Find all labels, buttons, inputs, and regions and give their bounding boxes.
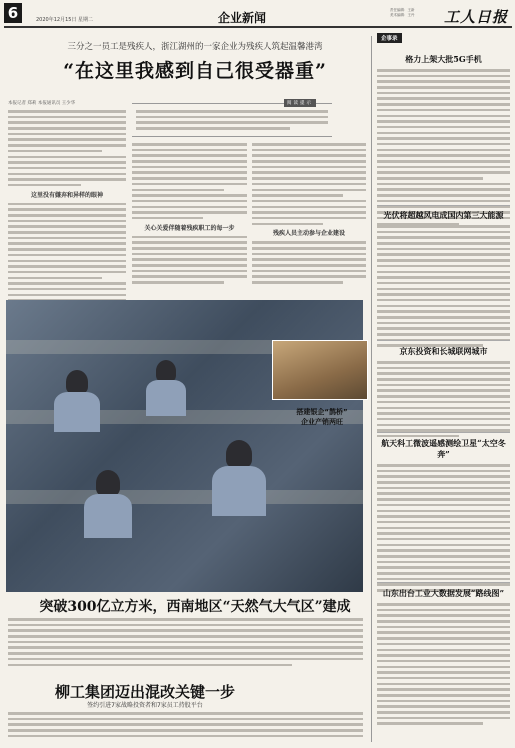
main-story-byline: 本报记者 郑莉 本报通讯员 王少华 xyxy=(8,101,76,106)
story3-headline: 柳工集团迈出混改关键一步 xyxy=(54,683,235,701)
main-story-headline: “在这里我感到自己很受器重” xyxy=(63,60,327,82)
story3-subhead: 签约引进7家战略投资者和7家员工持股平台 xyxy=(87,702,203,709)
story3-body xyxy=(8,712,363,740)
brief-divider xyxy=(377,582,510,583)
main-story-subhead-2: 关心关爱伴随着残疾职工的每一步 xyxy=(144,224,235,232)
brief-headline: 山东出台工业大数据发展“路线图” xyxy=(382,588,505,598)
reading-tips-box xyxy=(132,103,332,137)
main-story-subhead-1: 这里没有嫌弃和异样的眼神 xyxy=(30,191,103,199)
story2-headline: 突破300亿立方米，西南地区“天然气大气区”建成 xyxy=(39,599,351,615)
main-story-col2 xyxy=(132,143,247,287)
story2-body xyxy=(8,618,363,669)
brief-headline: 京东投资和长城联网城市 xyxy=(399,346,488,356)
main-story-kicker: 三分之一员工是残疾人，浙江湖州的一家企业为残疾人筑起温馨港湾 xyxy=(67,42,323,52)
brief-item xyxy=(377,436,510,595)
main-story-subhead-3: 残疾人员主动参与企业建设 xyxy=(272,230,345,238)
issue-date: 2020年12月15日 星期二 xyxy=(36,17,94,23)
page-number: 6 xyxy=(4,3,22,23)
brief-item xyxy=(377,586,510,728)
brief-item xyxy=(377,208,510,350)
brief-item xyxy=(377,344,510,441)
inset-story-photo xyxy=(272,340,368,400)
brief-headline: 航天科工微波遥感测绘卫星“太空冬奔” xyxy=(381,438,506,459)
main-story-col3 xyxy=(252,143,366,287)
brief-headline: 光伏将超越风电成国内第三大能源 xyxy=(383,210,504,220)
editor-credit: 责任编辑：王新 美术编辑：王丹 xyxy=(390,8,415,17)
reading-tips-tag: 阅读提示 xyxy=(284,99,316,107)
inset-story-headline: 搭建银企“鹊桥” 企业产销两旺 xyxy=(296,408,348,426)
masthead-logo: 工人日报 xyxy=(444,8,509,26)
section-title: 企业新闻 xyxy=(218,11,267,25)
page-header xyxy=(0,0,515,28)
right-column-tag: 企事录 xyxy=(377,33,402,43)
brief-divider xyxy=(377,432,510,433)
header-rule xyxy=(4,26,512,28)
column-divider xyxy=(371,36,372,742)
main-story-col1 xyxy=(8,100,126,316)
brief-headline: 格力上架大批5G手机 xyxy=(405,54,482,64)
brief-divider xyxy=(377,340,510,341)
brief-item xyxy=(377,52,510,228)
brief-divider xyxy=(377,205,510,206)
